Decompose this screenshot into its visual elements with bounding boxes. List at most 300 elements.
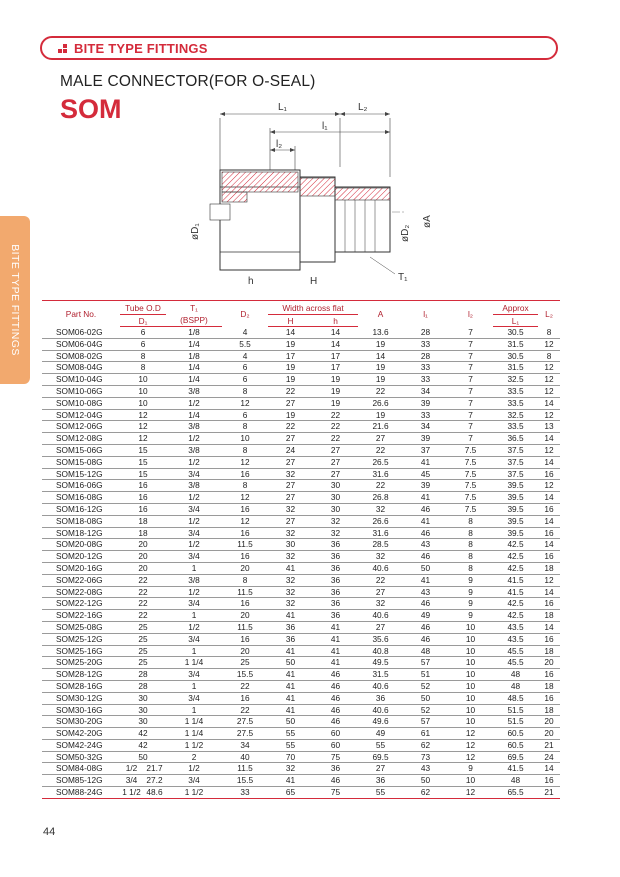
table-cell: 26.8 [358,492,403,504]
table-cell: 14 [538,586,560,598]
table-cell: 32 [358,551,403,563]
table-row [42,374,560,386]
table-cell: 40.6 [358,562,403,574]
table-cell: 37.5 [493,456,538,468]
table-cell: 30 [268,539,313,551]
table-cell: 12 [222,397,268,409]
table-row [42,409,560,421]
table-cell: 12 [538,385,560,397]
table-cell: 46 [313,775,358,787]
table-row [42,692,560,704]
table-cell: 26.6 [358,515,403,527]
table-cell: 45 [403,468,448,480]
table-cell: 1/2 [166,397,222,409]
table-cell: 57 [403,657,448,669]
cell-part-no: SOM50-32G [42,751,120,763]
table-cell: 22 [358,385,403,397]
dim-l2: l₂ [276,139,283,150]
dim-phiA: øA [422,215,433,228]
cell-part-no: SOM06-02G [42,327,120,339]
table-cell: 28.5 [358,539,403,551]
cell-tube-od [120,787,166,799]
table-cell: 10 [448,716,493,728]
table-row [42,728,560,740]
table-cell: 39 [403,433,448,445]
table-cell: 18 [538,645,560,657]
table-cell: 12 [120,433,166,445]
table-cell: 27 [313,444,358,456]
table-cell: 12 [222,456,268,468]
table-cell: 15.5 [222,669,268,681]
table-cell: 16 [538,468,560,480]
table-cell: 16 [120,480,166,492]
cell-part-no: SOM12-04G [42,409,120,421]
table-cell: 36 [313,539,358,551]
dimension-table-wrap [42,300,560,799]
table-cell: 50 [268,657,313,669]
table-cell: 3/8 [166,385,222,397]
table-cell: 36 [313,610,358,622]
table-cell: 42.5 [493,598,538,610]
cell-part-no: SOM25-12G [42,633,120,645]
table-cell: 6 [120,338,166,350]
table-cell: 1/2 [166,539,222,551]
table-cell: 1 [166,562,222,574]
table-cell: 41 [268,692,313,704]
table-cell: 31.5 [493,362,538,374]
table-cell: 22 [313,409,358,421]
table-cell: 25 [222,657,268,669]
cell-part-no: SOM85-12G [42,775,120,787]
table-cell: 17 [313,350,358,362]
table-cell: 70 [268,751,313,763]
table-cell: 55 [268,739,313,751]
table-cell: 25 [120,633,166,645]
cell-tube-od [120,775,166,787]
table-row [42,480,560,492]
table-cell: 50 [403,562,448,574]
table-row [42,433,560,445]
table-cell: 55 [268,728,313,740]
table-cell: 39.5 [493,503,538,515]
cell-part-no: SOM22-12G [42,598,120,610]
table-cell: 73 [403,751,448,763]
table-cell: 19 [268,362,313,374]
table-cell: 22 [358,574,403,586]
table-cell: 43 [403,539,448,551]
table-cell: 14 [538,515,560,527]
table-cell: 27 [313,456,358,468]
table-row [42,704,560,716]
table-cell: 14 [538,433,560,445]
table-cell: 17 [268,350,313,362]
cell-part-no: SOM16-12G [42,503,120,515]
table-cell: 43 [403,763,448,775]
table-cell: 27.5 [222,728,268,740]
th-L1: L₁ [493,315,538,327]
table-row [42,503,560,515]
table-cell: 1/2 [166,586,222,598]
th-d2: D₂ [240,308,250,319]
table-cell: 1/2 [166,515,222,527]
table-cell: 7 [448,409,493,421]
table-cell: 50 [120,751,166,763]
table-cell: 32.5 [493,409,538,421]
table-cell: 3/4 [166,527,222,539]
table-cell: 75 [313,751,358,763]
table-cell: 10 [448,692,493,704]
table-cell: 48 [493,775,538,787]
dim-L2: L₂ [358,102,368,113]
table-cell: 34 [403,385,448,397]
table-cell: 12 [222,492,268,504]
table-cell: 33 [403,362,448,374]
table-cell: 33 [403,338,448,350]
table-cell: 13.6 [358,327,403,339]
cell-part-no: SOM08-04G [42,362,120,374]
table-cell: 10 [120,374,166,386]
table-cell: 7 [448,350,493,362]
table-cell: 60.5 [493,739,538,751]
table-cell: 31.6 [358,527,403,539]
table-cell: 26.6 [358,397,403,409]
table-row [42,598,560,610]
table-cell: 14 [538,492,560,504]
side-tab [0,216,30,384]
table-cell: 3/4 [166,775,222,787]
table-cell: 16 [538,503,560,515]
table-cell: 14 [313,338,358,350]
table-cell: 7 [448,433,493,445]
table-cell: 9 [448,610,493,622]
table-cell: 36 [268,621,313,633]
table-cell: 41.5 [493,574,538,586]
th-L2: L₂ [545,308,553,319]
table-cell: 12 [448,751,493,763]
table-cell: 21 [538,787,560,799]
table-cell: 21.6 [358,421,403,433]
table-cell: 30.5 [493,327,538,339]
table-cell: 1/2 [166,433,222,445]
table-cell: 34 [403,421,448,433]
table-cell: 6 [222,374,268,386]
table-row [42,763,560,775]
table-cell: 45.5 [493,657,538,669]
table-cell: 14 [538,539,560,551]
table-cell: 42.5 [493,562,538,574]
table-cell: 41.5 [493,763,538,775]
table-cell: 10 [448,633,493,645]
table-cell: 10 [448,645,493,657]
cell-part-no: SOM30-16G [42,704,120,716]
cell-part-no: SOM22-08G [42,586,120,598]
table-cell: 41 [403,515,448,527]
cell-part-no: SOM12-08G [42,433,120,445]
th-a: A [377,308,384,319]
table-cell: 7.5 [448,456,493,468]
table-cell: 1 1/4 [166,728,222,740]
table-cell: 27 [268,397,313,409]
table-cell: 1 [166,610,222,622]
table-cell: 19 [358,374,403,386]
table-cell: 32 [268,503,313,515]
dim-L1: L₁ [278,102,287,113]
table-cell: 3/4 [166,692,222,704]
th-H: H [268,315,313,327]
table-cell: 41 [403,574,448,586]
table-cell: 27 [268,480,313,492]
table-cell: 50 [403,692,448,704]
table-cell: 8 [222,385,268,397]
table-cell: 25 [120,657,166,669]
table-cell: 1/4 [166,409,222,421]
dim-h: h [248,276,254,287]
table-cell: 45.5 [493,645,538,657]
table-cell: 40.6 [358,704,403,716]
table-cell: 30 [120,716,166,728]
table-cell: 7.5 [448,480,493,492]
table-cell: 33 [403,409,448,421]
table-cell: 16 [222,598,268,610]
cell-part-no: SOM25-16G [42,645,120,657]
table-cell: 19 [313,374,358,386]
th-l1: l₁ [423,308,428,319]
table-cell: 19 [268,338,313,350]
table-cell: 1 1/2 [166,787,222,799]
table-cell: 18 [538,610,560,622]
table-cell: 32 [358,503,403,515]
table-cell: 69.5 [358,751,403,763]
table-cell: 16 [222,633,268,645]
cell-part-no: SOM15-06G [42,444,120,456]
table-cell: 50 [403,775,448,787]
cell-part-no: SOM18-12G [42,527,120,539]
table-cell: 41 [268,669,313,681]
page-number: 44 [43,826,56,838]
cell-part-no: SOM10-04G [42,374,120,386]
table-cell: 8 [222,421,268,433]
table-cell: 22 [358,480,403,492]
table-cell: 7.5 [448,468,493,480]
table-cell: 3/8 [166,421,222,433]
cell-part-no: SOM28-16G [42,680,120,692]
table-cell: 22 [313,421,358,433]
table-cell: 3/8 [166,574,222,586]
table-cell: 19 [358,409,403,421]
table-cell: 10 [448,704,493,716]
table-cell: 51 [403,669,448,681]
table-cell: 62 [403,787,448,799]
table-row [42,527,560,539]
table-cell: 12 [538,574,560,586]
cell-part-no: SOM20-16G [42,562,120,574]
table-cell: 48 [493,669,538,681]
table-cell: 12 [448,739,493,751]
table-cell: 6 [222,362,268,374]
table-cell: 39.5 [493,527,538,539]
table-cell: 41 [313,657,358,669]
table-cell: 19 [358,338,403,350]
table-cell: 33.5 [493,397,538,409]
table-cell: 3/8 [166,444,222,456]
table-cell: 22 [120,574,166,586]
table-cell: 32 [313,515,358,527]
table-cell: 1/8 [166,327,222,339]
table-cell: 8 [120,350,166,362]
table-cell: 36 [313,763,358,775]
th-l2: l₂ [467,308,474,319]
table-cell: 12 [538,409,560,421]
table-row [42,362,560,374]
table-cell: 19 [313,397,358,409]
table-cell: 32 [268,598,313,610]
connector-diagram [150,92,450,292]
table-cell: 36 [268,633,313,645]
table-cell: 36 [313,598,358,610]
table-cell: 20 [222,645,268,657]
table-cell: 3/4 [166,669,222,681]
table-cell: 9 [448,574,493,586]
table-cell: 49 [403,610,448,622]
table-cell: 15 [120,444,166,456]
table-row [42,421,560,433]
table-cell: 24 [538,751,560,763]
table-cell: 27 [358,621,403,633]
table-cell: 7 [448,397,493,409]
table-cell: 20 [120,562,166,574]
table-cell: 55 [358,739,403,751]
cell-part-no: SOM25-20G [42,657,120,669]
table-cell: 27 [268,492,313,504]
table-cell: 6 [222,409,268,421]
table-cell: 8 [448,562,493,574]
table-row [42,350,560,362]
table-cell: 8 [120,362,166,374]
table-cell: 16 [120,503,166,515]
cell-part-no: SOM10-08G [42,397,120,409]
table-row [42,397,560,409]
cell-part-no: SOM88-24G [42,787,120,799]
table-row [42,539,560,551]
table-cell: 30.5 [493,350,538,362]
table-cell: 22 [120,610,166,622]
table-cell: 27 [358,433,403,445]
table-row [42,657,560,669]
table-row [42,669,560,681]
dim-phiD2: øD₂ [400,224,411,242]
table-cell: 2 [166,751,222,763]
th-d1: D₁ [120,315,166,327]
table-cell: 14 [538,456,560,468]
table-cell: 10 [222,433,268,445]
table-cell: 19 [268,409,313,421]
table-cell: 30 [313,503,358,515]
table-cell: 1/4 [166,338,222,350]
table-cell: 27 [268,433,313,445]
table-cell: 12 [538,338,560,350]
table-cell: 32 [268,763,313,775]
table-row [42,751,560,763]
table-row [42,444,560,456]
table-cell: 50 [268,716,313,728]
table-cell: 40.6 [358,610,403,622]
table-cell: 14 [358,350,403,362]
table-cell: 32 [358,598,403,610]
cell-part-no: SOM22-16G [42,610,120,622]
table-cell: 41 [313,633,358,645]
table-row [42,562,560,574]
table-body [42,327,560,799]
table-cell: 22 [268,385,313,397]
table-cell: 69.5 [493,751,538,763]
cell-part-no: SOM42-20G [42,728,120,740]
table-cell: 11.5 [222,621,268,633]
table-cell: 39 [403,397,448,409]
dim-H: H [310,276,318,287]
table-cell: 16 [538,551,560,563]
table-cell: 40 [222,751,268,763]
table-cell: 26.5 [358,456,403,468]
table-cell: 31.5 [358,669,403,681]
table-cell: 20 [120,539,166,551]
table-cell: 39.5 [493,515,538,527]
cell-part-no: SOM30-12G [42,692,120,704]
table-cell: 41 [313,621,358,633]
cell-part-no: SOM10-06G [42,385,120,397]
table-cell: 7 [448,362,493,374]
table-cell: 16 [222,551,268,563]
table-cell: 10 [120,397,166,409]
table-cell: 32 [268,574,313,586]
table-cell: 36 [313,586,358,598]
table-cell: 46 [313,669,358,681]
table-cell: 19 [268,374,313,386]
table-cell: 49.6 [358,716,403,728]
table-cell: 7.5 [448,444,493,456]
table-cell: 32 [268,527,313,539]
table-cell: 10 [120,385,166,397]
table-cell: 41 [268,704,313,716]
table-cell: 25 [120,645,166,657]
tube-od-inch: 1 1/2 [122,787,141,798]
table-cell: 7 [448,421,493,433]
table-cell: 27 [268,515,313,527]
table-cell: 33 [222,787,268,799]
table-cell: 32 [268,468,313,480]
table-cell: 46 [313,716,358,728]
table-cell: 46 [403,598,448,610]
table-cell: 27 [358,763,403,775]
table-cell: 8 [448,539,493,551]
table-cell: 30 [313,480,358,492]
table-cell: 16 [222,468,268,480]
tube-od-inch: 1/2 [125,763,138,774]
table-cell: 36.5 [493,433,538,445]
table-cell: 6 [120,327,166,339]
dim-l1: l₁ [322,121,328,132]
table-cell: 32 [268,551,313,563]
table-cell: 36 [313,574,358,586]
table-cell: 1 [166,645,222,657]
table-cell: 3/4 [166,468,222,480]
tube-od-mm: 48.6 [146,787,163,798]
table-cell: 42.5 [493,610,538,622]
table-cell: 14 [538,397,560,409]
table-cell: 28 [403,327,448,339]
table-cell: 7 [448,374,493,386]
table-cell: 12 [120,409,166,421]
table-cell: 51.5 [493,704,538,716]
